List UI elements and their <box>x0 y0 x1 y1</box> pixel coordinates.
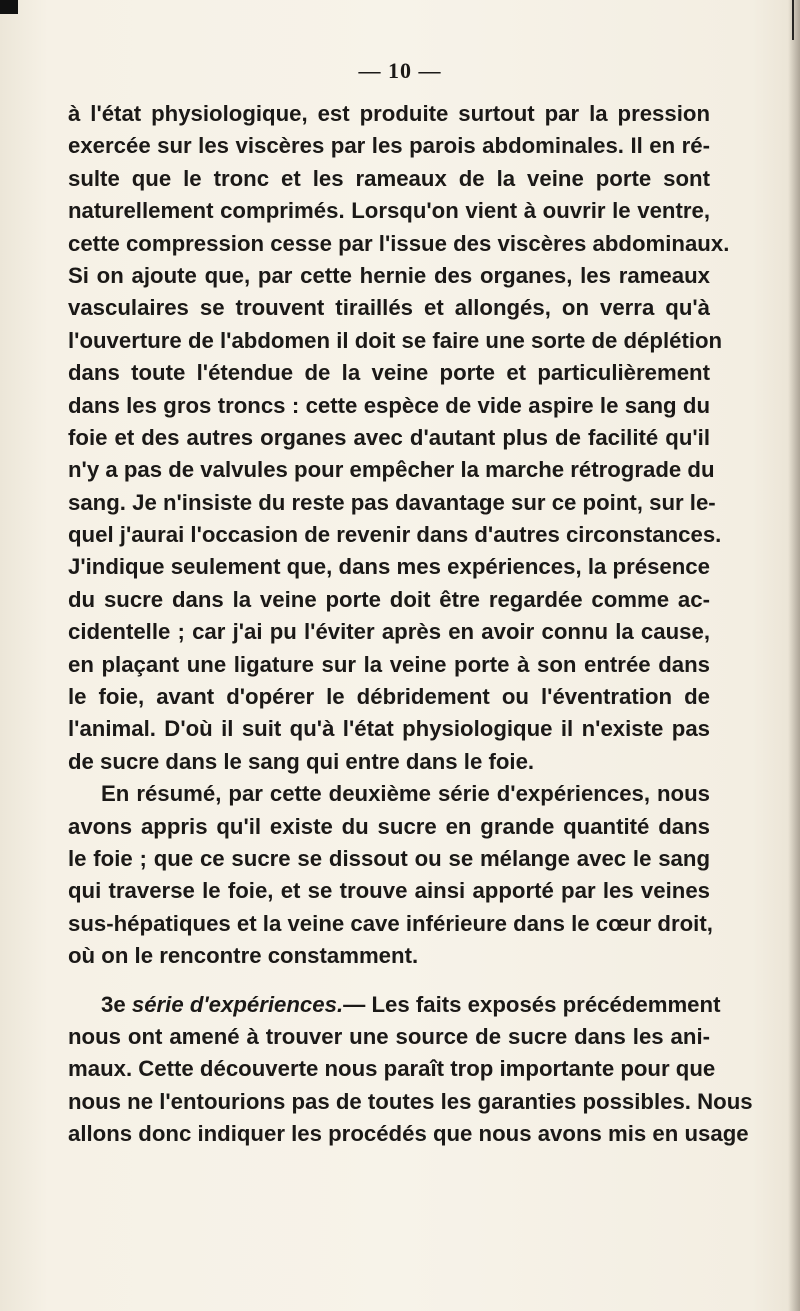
text-line: n'y a pas de valvules pour empêcher la marche rétrograde du <box>68 457 715 483</box>
text-line: foie et des autres organes avec d'autant plus de facilité qu'il <box>68 424 710 450</box>
text-line: dans toute l'étendue de la veine porte et particulièrement <box>68 360 710 386</box>
text-line: exercée sur les viscères par les parois abdominales. Il en ré- <box>68 133 710 159</box>
text-line: avons appris qu'il existe du sucre en grande quantité dans <box>68 813 710 839</box>
text-line: nous ont amené à trouver une source de sucre dans les ani- <box>68 1023 710 1049</box>
text-line: En résumé, par cette deuxième série d'expériences, nous <box>101 781 710 807</box>
text-line: vasculaires se trouvent tiraillés et allongés, on verra qu'à <box>68 295 710 321</box>
text-line: qui traverse le foie, et se trouve ainsi apporté par les veines <box>68 878 710 904</box>
text-line: sang. Je n'insiste du reste pas davantage sur ce point, sur le- <box>68 489 716 515</box>
text-line: maux. Cette découverte nous paraît trop importante pour que <box>68 1056 716 1082</box>
section-heading-line <box>68 989 721 1021</box>
text-line: le foie ; que ce sucre se dissout ou se mélange avec le sang <box>68 845 710 871</box>
text-line: quel j'aurai l'occasion de revenir dans d'autres circonstances. <box>68 522 722 548</box>
heading-continuation: — Les faits exposés précédemment <box>343 991 721 1017</box>
text-line: de sucre dans le sang qui entre dans le foie. <box>68 748 535 774</box>
text-line: nous ne l'entourions pas de toutes les garanties possibles. Nous <box>68 1088 753 1114</box>
text-line: allons donc indiquer les procédés que nous avons mis en usage <box>68 1121 749 1147</box>
text-line: Si on ajoute que, par cette hernie des organes, les rameaux <box>68 262 710 288</box>
text-line: sulte que le tronc et les rameaux de la veine porte sont <box>68 165 710 191</box>
scan-corner-mark <box>0 0 18 14</box>
text-line: J'indique seulement que, dans mes expériences, la présence <box>68 554 710 580</box>
paragraph-2 <box>68 778 713 972</box>
page-edge-shadow <box>788 0 800 1311</box>
text-line: du sucre dans la veine porte doit être regardée comme ac- <box>68 586 710 612</box>
paragraph-1 <box>68 98 730 778</box>
page-number: — 10 — <box>358 58 442 83</box>
series-title: série d'expériences. <box>131 991 344 1017</box>
text-line: l'animal. D'où il suit qu'à l'état physiologique il n'existe pas <box>68 716 710 742</box>
series-number: 3e <box>101 991 126 1017</box>
text-line: sus-hépatiques et la veine cave inférieure dans le cœur droit, <box>68 910 713 936</box>
paragraph-gap <box>68 973 710 989</box>
text-line: dans les gros troncs : cette espèce de vide aspire le sang du <box>68 392 710 418</box>
paragraph-3 <box>68 989 753 1151</box>
body-text <box>68 98 753 1151</box>
text-line: cette compression cesse par l'issue des viscères abdominaux. <box>68 230 730 256</box>
text-line: à l'état physiologique, est produite surtout par la pression <box>68 101 710 126</box>
text-line: l'ouverture de l'abdomen il doit se faire une sorte de déplétion <box>68 327 723 353</box>
text-line: naturellement comprimés. Lorsqu'on vient à ouvrir le ventre, <box>68 198 710 224</box>
text-line: où on le rencontre constamment. <box>68 943 419 969</box>
text-line: cidentelle ; car j'ai pu l'éviter après en avoir connu la cause, <box>68 619 710 645</box>
text-line: le foie, avant d'opérer le débridement ou l'éventration de <box>68 684 710 710</box>
text-line: en plaçant une ligature sur la veine porte à son entrée dans <box>68 651 710 677</box>
